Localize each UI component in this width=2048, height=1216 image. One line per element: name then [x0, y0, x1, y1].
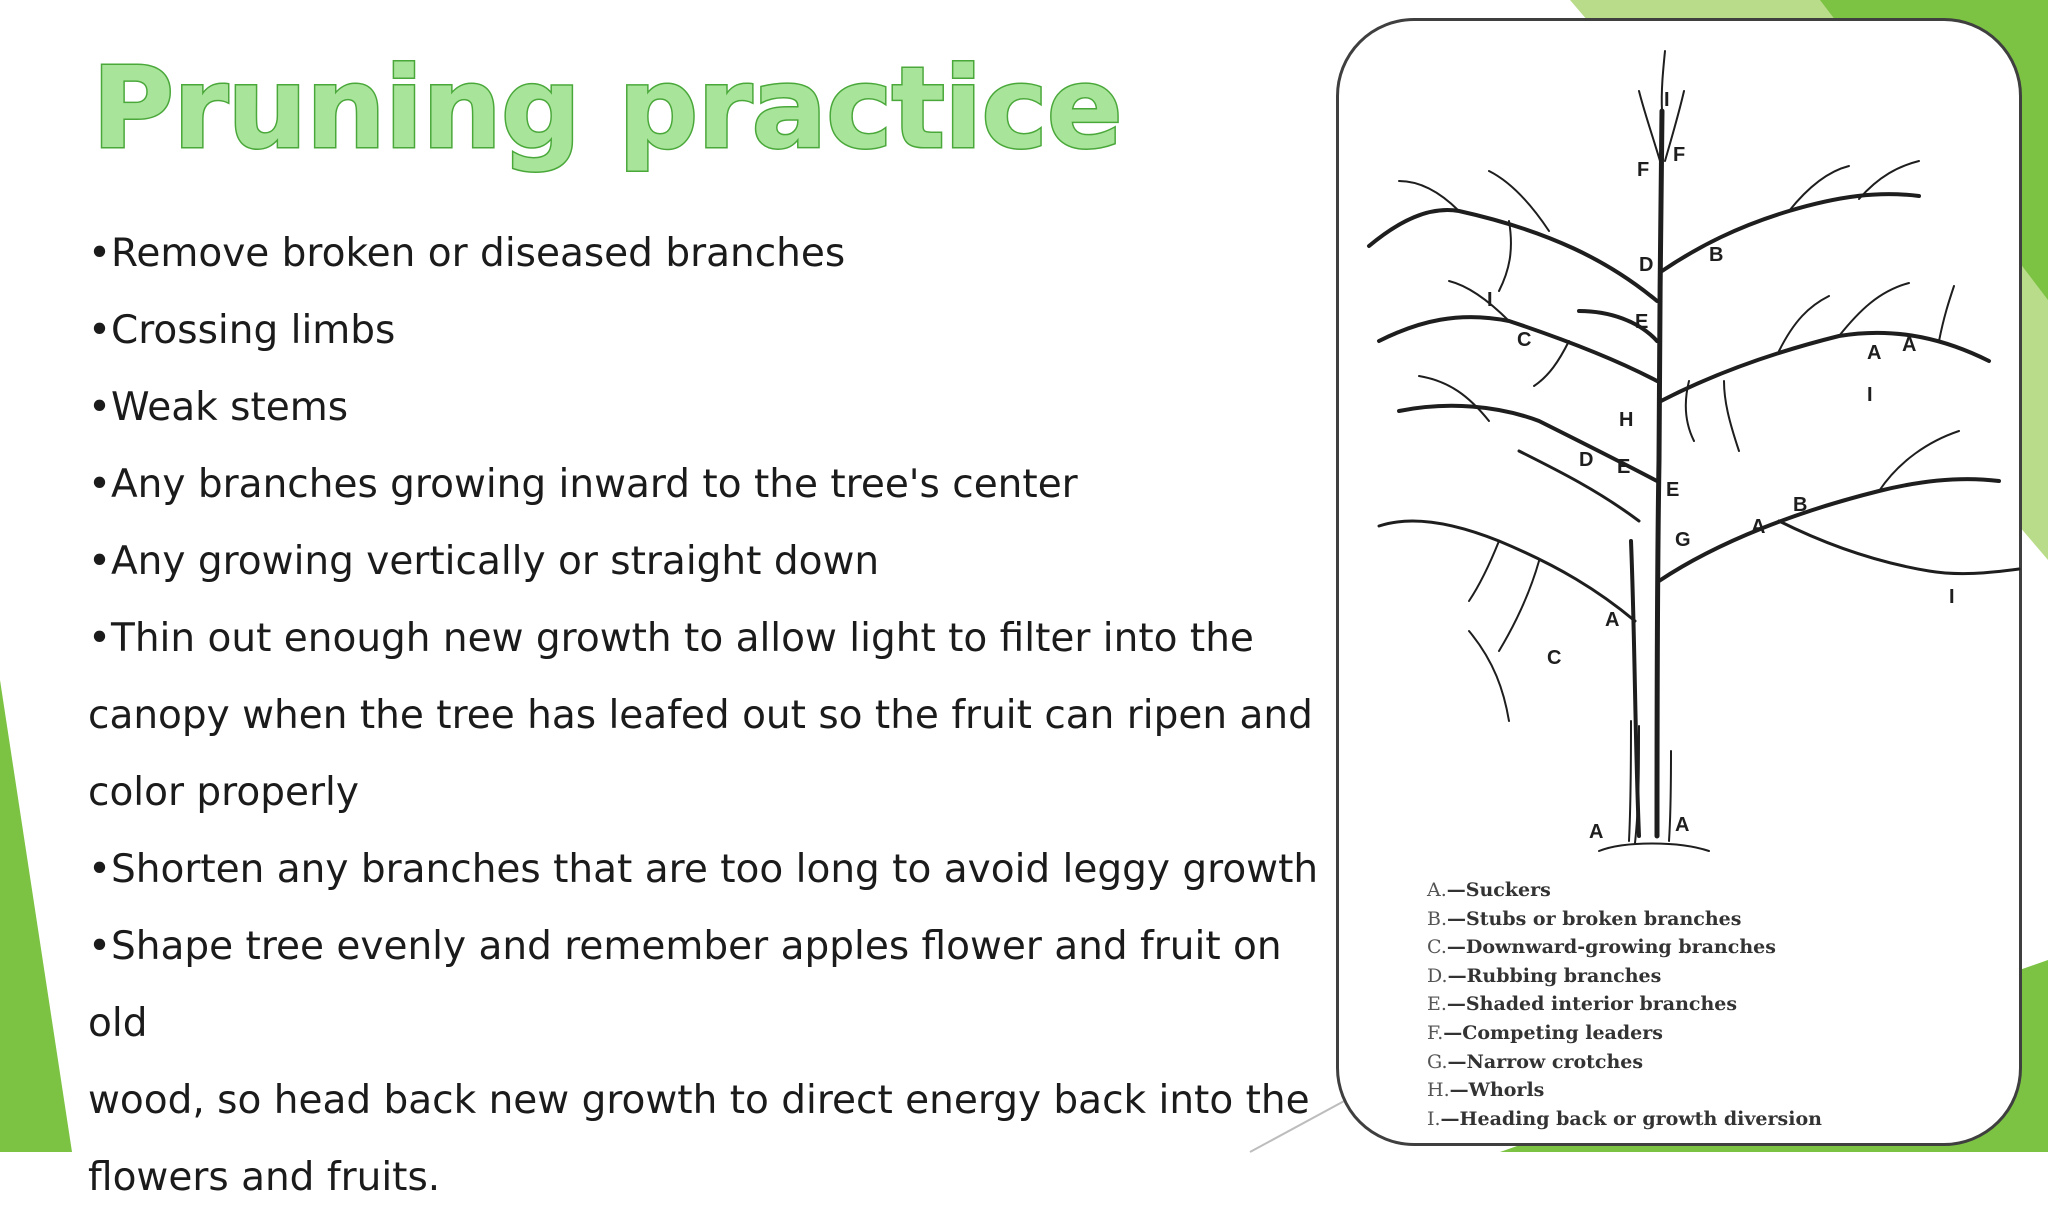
bullet-item: •Crossing limbs — [88, 308, 396, 353]
bullet-item-continuation: canopy when the tree has leafed out so the fruit can ripen and — [88, 693, 1313, 738]
legend-item: E.—Shaded interior branches — [1427, 993, 1738, 1016]
diagram-label: D — [1579, 449, 1594, 471]
bullet-item-continuation: flowers and fruits. — [88, 1155, 441, 1200]
diagram-label: A — [1867, 342, 1882, 364]
bullet-item: •Remove broken or diseased branches — [88, 231, 846, 276]
bullet-item: •Shape tree evenly and remember apples flower and fruit on old — [88, 924, 1282, 1046]
bullet-list — [88, 215, 1338, 1216]
bullet-item: •Shorten any branches that are too long to avoid leggy growth — [88, 847, 1319, 892]
tree-branches — [1369, 51, 2019, 851]
bullet-item: •Any branches growing inward to the tree's center — [88, 462, 1078, 507]
diagram-label: I — [1664, 89, 1670, 111]
diagram-label: A — [1589, 821, 1604, 843]
bullet-item: •Thin out enough new growth to allow light to filter into the — [88, 616, 1254, 661]
diagram-label: H — [1619, 409, 1634, 431]
bullet-item: •Weak stems — [88, 385, 349, 430]
diagram-label: I — [1867, 384, 1873, 406]
legend-item: B.—Stubs or broken branches — [1427, 907, 1742, 930]
legend-item: I.—Heading back or growth diversion — [1427, 1107, 1822, 1130]
legend-item: H.—Whorls — [1427, 1079, 1545, 1102]
legend-item: D.—Rubbing branches — [1427, 964, 1662, 987]
left-green-stripe — [0, 680, 72, 1152]
tree-labels — [1487, 89, 1955, 843]
legend-item: G.—Narrow crotches — [1427, 1050, 1644, 1073]
diagram-label: A — [1902, 334, 1917, 356]
diagram-label: G — [1675, 529, 1691, 551]
diagram-label: A — [1751, 516, 1766, 538]
diagram-label: B — [1709, 244, 1724, 266]
diagram-label: E — [1617, 456, 1631, 478]
diagram-label: I — [1949, 586, 1955, 608]
diagram-label: E — [1635, 311, 1649, 333]
diagram-legend — [1427, 876, 1822, 1133]
bullet-item: •Any growing vertically or straight down — [88, 539, 880, 584]
diagram-label: A — [1675, 814, 1690, 836]
diagram-label: B — [1793, 494, 1808, 516]
diagram-label: D — [1639, 254, 1654, 276]
legend-item: F.—Competing leaders — [1427, 1021, 1663, 1044]
legend-item: C.—Downward-growing branches — [1427, 936, 1776, 959]
legend-item: A.—Suckers — [1427, 879, 1551, 901]
diagram-label: C — [1547, 647, 1562, 669]
diagram-label: A — [1605, 609, 1620, 631]
diagram-label: F — [1673, 144, 1686, 166]
diagram-label: F — [1637, 159, 1650, 181]
diagram-label: C — [1517, 329, 1532, 351]
diagram-label: E — [1666, 479, 1680, 501]
diagram-label: I — [1487, 289, 1493, 311]
pruning-diagram-card — [1336, 18, 2022, 1146]
bullet-item-continuation: wood, so head back new growth to direct energy back into the — [88, 1078, 1310, 1123]
slide-title: Pruning practice — [92, 44, 1122, 174]
bullet-item-continuation: color properly — [88, 770, 359, 815]
